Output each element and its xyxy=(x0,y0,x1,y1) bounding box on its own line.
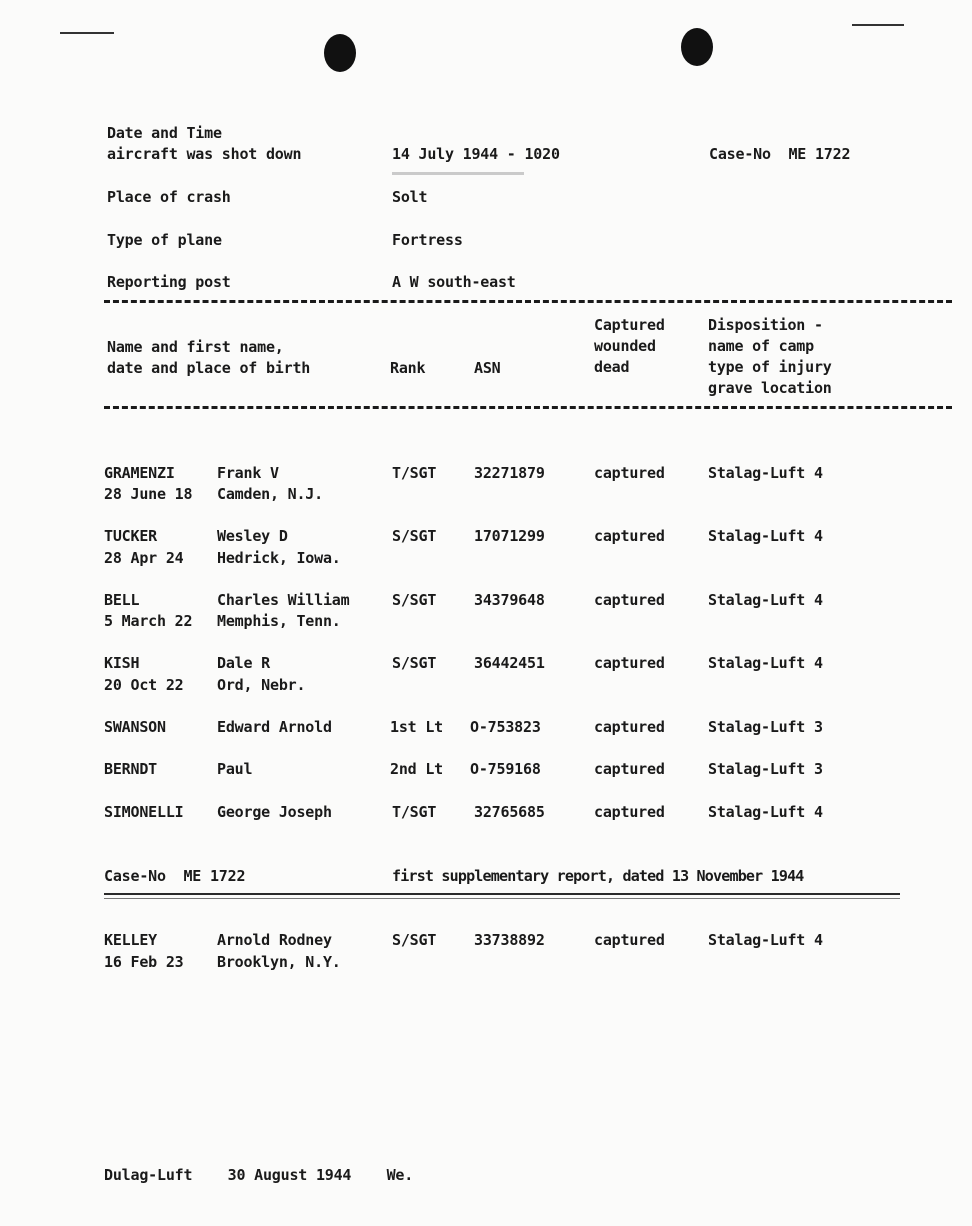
col-disp-line4: grave location xyxy=(708,379,832,397)
crew-asn: 32765685 xyxy=(474,803,545,821)
punch-hole-right xyxy=(681,28,713,66)
crew-asn: O-759168 xyxy=(470,760,541,778)
col-status-line1: Captured xyxy=(594,316,665,334)
punch-hole-left xyxy=(324,34,356,72)
crew-first-name: Frank V xyxy=(217,464,279,482)
crew-birth-place: Brooklyn, N.Y. xyxy=(217,953,341,971)
supplement-text: first supplementary report, dated 13 November 1944 xyxy=(392,867,804,885)
crew-disposition: Stalag-Luft 4 xyxy=(708,527,823,545)
crew-rank: S/SGT xyxy=(392,591,437,609)
crew-birth-date: 20 Oct 22 xyxy=(104,676,184,694)
crew-disposition: Stalag-Luft 4 xyxy=(708,591,823,609)
col-status-line3: dead xyxy=(594,358,630,376)
crew-birth-place: Ord, Nebr. xyxy=(217,676,306,694)
crew-first-name: Charles William xyxy=(217,591,350,609)
crew-status: captured xyxy=(594,527,665,545)
crew-asn: 34379648 xyxy=(474,591,545,609)
crew-rank: S/SGT xyxy=(392,527,437,545)
crew-asn: 36442451 xyxy=(474,654,545,672)
crew-surname: KISH xyxy=(104,654,140,672)
crew-asn: 17071299 xyxy=(474,527,545,545)
crew-status: captured xyxy=(594,760,665,778)
crew-first-name: George Joseph xyxy=(217,803,332,821)
crew-rank: 1st Lt xyxy=(390,718,443,736)
crew-first-name: Wesley D xyxy=(217,527,288,545)
crew-status: captured xyxy=(594,718,665,736)
crew-asn: 32271879 xyxy=(474,464,545,482)
crew-birth-date: 28 Apr 24 xyxy=(104,549,184,567)
dashed-rule-header-bottom xyxy=(104,406,952,409)
crew-surname: SIMONELLI xyxy=(104,803,184,821)
crew-first-name: Paul xyxy=(217,760,253,778)
crew-rank: T/SGT xyxy=(392,803,437,821)
type-label: Type of plane xyxy=(107,231,222,249)
place-value: Solt xyxy=(392,188,428,206)
crew-first-name: Edward Arnold xyxy=(217,718,332,736)
corner-mark-right xyxy=(852,24,904,26)
crew-surname: SWANSON xyxy=(104,718,166,736)
col-asn: ASN xyxy=(474,359,501,377)
crew-rank: T/SGT xyxy=(392,464,437,482)
date-label-line1: Date and Time xyxy=(107,124,222,142)
crew-status: captured xyxy=(594,464,665,482)
footer-text: Dulag-Luft 30 August 1944 We. xyxy=(104,1166,414,1184)
crew-rank: S/SGT xyxy=(392,654,437,672)
crew-asn: O-753823 xyxy=(470,718,541,736)
crew-first-name: Dale R xyxy=(217,654,270,672)
crew-status: captured xyxy=(594,591,665,609)
date-value: 14 July 1944 - 1020 xyxy=(392,145,560,163)
crew-birth-place: Camden, N.J. xyxy=(217,485,323,503)
crew-birth-place: Memphis, Tenn. xyxy=(217,612,341,630)
col-disp-line3: type of injury xyxy=(708,358,832,376)
crew-disposition: Stalag-Luft 4 xyxy=(708,803,823,821)
col-disp-line1: Disposition - xyxy=(708,316,823,334)
col-rank: Rank xyxy=(390,359,426,377)
corner-mark-left xyxy=(60,32,114,34)
col-name-line2: date and place of birth xyxy=(107,359,311,377)
crew-surname: BELL xyxy=(104,591,140,609)
crew-disposition: Stalag-Luft 3 xyxy=(708,718,823,736)
crew-disposition: Stalag-Luft 4 xyxy=(708,654,823,672)
crew-disposition: Stalag-Luft 4 xyxy=(708,464,823,482)
post-value: A W south-east xyxy=(392,273,516,291)
crew-rank: S/SGT xyxy=(392,931,437,949)
case-label: Case-No ME 1722 xyxy=(709,145,851,163)
crew-status: captured xyxy=(594,654,665,672)
supplement-rule xyxy=(104,893,900,895)
crew-first-name: Arnold Rodney xyxy=(217,931,332,949)
type-value: Fortress xyxy=(392,231,463,249)
crew-disposition: Stalag-Luft 3 xyxy=(708,760,823,778)
dashed-rule-top xyxy=(104,300,952,303)
crew-birth-date: 16 Feb 23 xyxy=(104,953,184,971)
col-status-line2: wounded xyxy=(594,337,656,355)
supplement-case: Case-No ME 1722 xyxy=(104,867,246,885)
smudge xyxy=(392,172,524,175)
crew-disposition: Stalag-Luft 4 xyxy=(708,931,823,949)
crew-status: captured xyxy=(594,803,665,821)
col-disp-line2: name of camp xyxy=(708,337,814,355)
crew-surname: KELLEY xyxy=(104,931,157,949)
crew-surname: TUCKER xyxy=(104,527,157,545)
post-label: Reporting post xyxy=(107,273,231,291)
crew-surname: GRAMENZI xyxy=(104,464,175,482)
crew-surname: BERNDT xyxy=(104,760,157,778)
crew-birth-date: 5 March 22 xyxy=(104,612,193,630)
date-label-line2: aircraft was shot down xyxy=(107,145,302,163)
supplement-rule-shadow xyxy=(104,898,900,899)
crew-birth-place: Hedrick, Iowa. xyxy=(217,549,341,567)
place-label: Place of crash xyxy=(107,188,231,206)
crew-status: captured xyxy=(594,931,665,949)
crew-rank: 2nd Lt xyxy=(390,760,443,778)
crew-birth-date: 28 June 18 xyxy=(104,485,193,503)
col-name-line1: Name and first name, xyxy=(107,338,284,356)
crew-asn: 33738892 xyxy=(474,931,545,949)
